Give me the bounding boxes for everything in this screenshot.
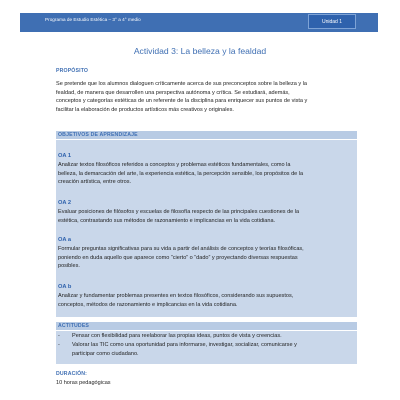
duracion-heading: DURACIÓN: [56,371,88,377]
oa-line: conceptos, métodos de razonamiento e implicancias en la vida cotidiana. [58,301,238,308]
actitud-text [72,341,352,358]
proposito-line: fealdad, de manera que desarrollen una perspectiva autónoma y crítica. Se estudiará, además, [56,89,290,96]
oa-line: posibles. [58,263,80,269]
oa-a-label: OA a [58,237,72,243]
actitud-text [72,332,352,341]
oa-line: creación artística, entre otros. [58,179,132,185]
duracion-value: 10 horas pedagógicas [56,380,111,386]
activity-title: Actividad 3: La belleza y la fealdad [133,46,267,56]
oa-a-text [58,245,356,271]
oa-2-text [58,208,356,225]
actitud-line: Valorar las TIC como una oportunidad para informarse, investigar, socializar, comunicarse y [72,342,297,348]
proposito-line: conceptos y categorías estéticas de un referente de la disciplina para enriquecer sus puntos de vista y [56,98,308,105]
oa-1-text [58,161,356,187]
oa-1-label: OA 1 [58,153,72,159]
bullet-dash: - [58,342,60,348]
oa-line: belleza, la demarcación del arte, la experiencia estética, la percepción sensible, los propósitos de la [58,170,304,177]
objetivos-heading: OBJETIVOS DE APRENDIZAJE [58,132,138,138]
proposito-line: facilitar la elaboración de productos artísticos más creativos y originales. [56,106,234,113]
proposito-heading: PROPÓSITO [56,68,89,74]
actitud-line: Pensar con flexibilidad para reelaborar las propias ideas, puntos de vista y creencias. [72,333,282,339]
proposito-text [56,80,356,114]
oa-line: Evaluar posiciones de filósofos y escuelas de filosofía respecto de las principales cuestiones de la [58,209,300,215]
oa-b-label: OA b [58,284,72,290]
oa-line: estética, contrastando sus métodos de razonamiento e implicancias en la vida cotidiana. [58,217,276,224]
unit-badge: Unidad 1 [308,14,356,29]
oa-2-label: OA 2 [58,200,72,206]
actitud-line: participar como ciudadano. [72,350,139,357]
proposito-line: Se pretende que los alumnos dialoguen críticamente acerca de sus preconceptos sobre la belleza y la [56,81,307,87]
oa-line: Analizar y fundamentar problemas presentes en textos filosóficos, considerando sus supuestos, [58,293,294,299]
oa-b-text [58,292,356,309]
oa-line: Formular preguntas significativas para su vida a partir del análisis de conceptos y teorías filosóficas, [58,246,304,252]
program-title: Programa de Estudio Estética – 3° a 4° medio [45,17,141,22]
actitudes-header [56,322,357,331]
bullet-dash: - [58,333,60,339]
oa-line: Analizar textos filosóficos referidos a conceptos y problemas estéticos fundamentales, como la [58,162,291,168]
oa-line: poniendo en duda aquello que aparece como “cierto” o “dado” y proyectando diversas respuestas [58,254,298,261]
actitudes-heading: ACTITUDES [58,323,90,329]
